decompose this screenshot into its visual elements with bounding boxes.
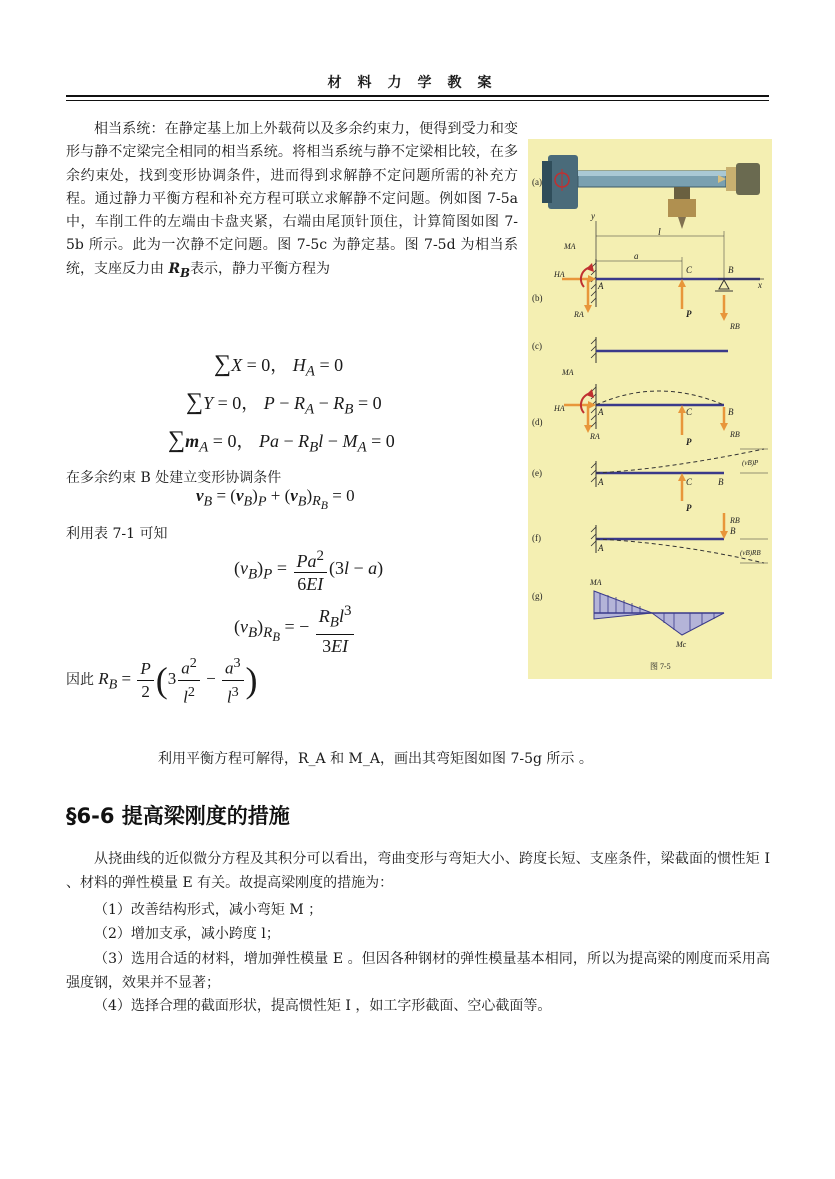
label-c-d: C xyxy=(686,407,693,417)
label-rb-f: RB xyxy=(730,516,740,525)
label-ha-d: HA xyxy=(554,404,565,413)
label-p-e: P xyxy=(686,503,692,513)
label-ra-d: RA xyxy=(590,432,600,441)
measure-item-4: （4）选择合理的截面形状，提高惯性矩 I ，如工字形截面、空心截面等。 xyxy=(94,998,552,1014)
label-b-d: B xyxy=(728,407,734,417)
measure-item-2: （2）增加支承，减小跨度 l； xyxy=(94,926,280,942)
panel-label-b: (b) xyxy=(532,293,543,303)
label-p-d: P xyxy=(686,437,692,447)
label-rb-d: RB xyxy=(730,430,740,439)
panel-label-d: (d) xyxy=(532,417,543,427)
label-a-point-d: A xyxy=(598,407,604,417)
label-c-b: C xyxy=(686,265,693,275)
equation-vb-p: $(v_B)_P$ = $\frac{Pa^2}{6EI}$ (3l − a) xyxy=(234,545,383,595)
label-a-point-b: A xyxy=(598,281,604,291)
equation-sum-moment: $\sum m_A = 0$， $Pa - R_Bl - M_A = 0$ xyxy=(168,427,395,456)
panel-label-g: (g) xyxy=(532,591,543,601)
measure-item-1: （1）改善结构形式，减小弯矩 M ； xyxy=(94,902,323,918)
panel-label-f: (f) xyxy=(532,533,541,543)
intro-text: 相当系统：在静定基上加上外载荷以及多余约束力，便得到受力和变形与静不定梁完全相同的相当系统。将相当系统与静不定梁相比较，在多余约束处，找到变形协调条件，进而得到求解静不定问题所需的补充方程。通过静力平衡方程和补充方程可联立求解静不定问题。例如图 7-5a 中，车削工件的左端由卡盘夹紧，右端由尾顶针顶住，计算简图如图 7-5b 所示。此为一次静不定问题。图 7-5c 为静定基。图 7-5d 为相当系统，支座反力由 xyxy=(66,121,518,277)
label-rb-b: RB xyxy=(730,322,740,331)
header-title: 材料力学教案 xyxy=(327,75,508,91)
equation-sum-x: ∑X = 0， $H_A = 0$ xyxy=(214,351,344,380)
label-ma-b: MA xyxy=(564,242,576,251)
label-c-e: C xyxy=(686,477,693,487)
therefore-label: 因此 xyxy=(66,672,94,689)
label-y: y xyxy=(591,211,595,221)
figure-caption: 图 7-5 xyxy=(650,662,671,671)
label-b-b: B xyxy=(728,265,734,275)
equation-vb-rb: $(v_B)_{R_B}$ = − $\frac{R_Bl^3}{3EI}$ xyxy=(234,600,356,657)
figure-7-5 xyxy=(528,139,772,679)
label-x: x xyxy=(758,280,762,290)
intro-tail: 表示，静力平衡方程为 xyxy=(189,260,330,277)
label-vbrb: (vB)RB xyxy=(740,549,761,557)
equation-sum-y: ∑Y = 0， $P - R_A - R_B = 0$ xyxy=(186,389,382,418)
label-a-point-f: A xyxy=(598,543,604,553)
header-rule-thin xyxy=(66,100,769,101)
header-rule xyxy=(66,95,769,97)
label-b-e: B xyxy=(718,477,724,487)
intro-paragraph xyxy=(66,118,518,285)
label-p-b: P xyxy=(686,309,692,319)
label-l: l xyxy=(658,227,661,238)
rb-subscript: B xyxy=(180,265,190,280)
label-ma-g: MA xyxy=(590,578,602,587)
label-vbp: (vB)P xyxy=(742,459,759,467)
section-title: §6-6 提高梁刚度的措施 xyxy=(66,804,290,828)
label-ma-d: MA xyxy=(562,368,574,377)
label-ra-b: RA xyxy=(574,310,584,319)
label-ha-b: HA xyxy=(554,270,565,279)
table-ref: 利用表 7-1 可知 xyxy=(66,526,168,542)
panel-label-a: (a) xyxy=(532,177,542,187)
label-a-point-e: A xyxy=(598,477,604,487)
panel-label-e: (e) xyxy=(532,468,542,478)
label-a: a xyxy=(634,251,639,261)
equation-rb: 因此 $R_B$ = $\frac{P}{2}$ (3 $\frac{a^2}{l^2}$ − $\frac{a^3}{l^3}$ ) xyxy=(66,652,258,708)
solve-sentence: 利用平衡方程可解得，R_A 和 M_A，画出其弯矩图如图 7-5g 所示 。 xyxy=(158,751,593,767)
label-b-f: B xyxy=(730,526,736,536)
compat-intro: 在多余约束 B 处建立变形协调条件 xyxy=(66,470,282,486)
section-intro: 从挠曲线的近似微分方程及其积分可以看出，弯曲变形与弯矩大小、跨度长短、支座条件，梁截面的惯性矩 I 、材料的弹性模量 E 有关。故提高梁刚度的措施为： xyxy=(66,851,770,891)
panel-label-c: (c) xyxy=(532,341,542,351)
measure-item-3: （3）选用合适的材料，增加弹性模量 E 。但因各种钢材的弹性模量基本相同，所以为提高梁的刚度而采用高强度钢，效果并不显著； xyxy=(66,951,770,991)
rb-symbol: R xyxy=(168,260,181,277)
equation-compat: $v_B = (v_B)_P + (v_B)_{R_B} = 0$ xyxy=(196,486,355,513)
label-mc: Mc xyxy=(676,640,687,649)
